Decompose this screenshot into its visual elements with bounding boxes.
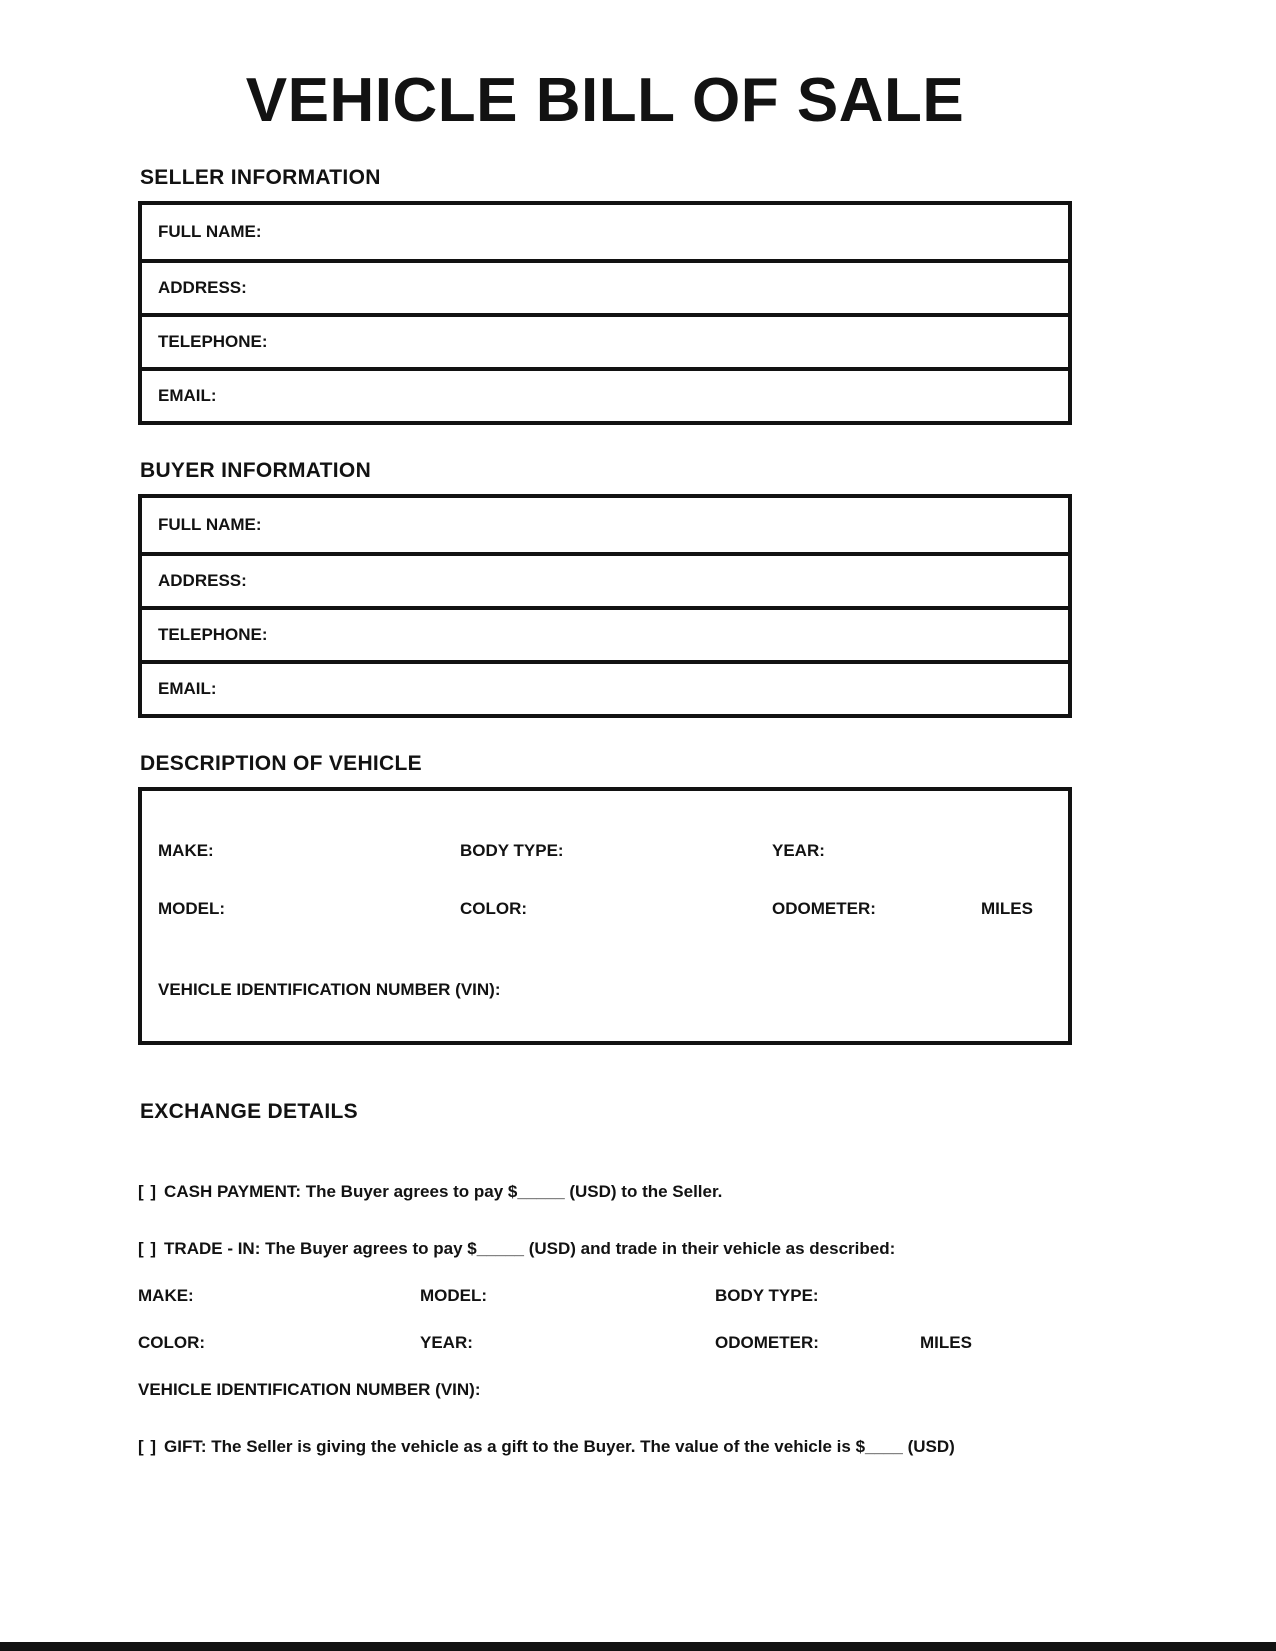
- trade-in-checkbox[interactable]: [ ]: [138, 1239, 158, 1258]
- seller-fields-box: [138, 201, 1072, 425]
- vehicle-make-label[interactable]: MAKE:: [158, 841, 214, 860]
- vehicle-color-label[interactable]: COLOR:: [460, 899, 528, 918]
- trade-in-make-label[interactable]: MAKE:: [138, 1286, 194, 1305]
- vehicle-miles-label: MILES: [981, 899, 1033, 918]
- vehicle-description-box: [138, 787, 1072, 1045]
- page-title: VEHICLE BILL OF SALE: [245, 66, 965, 135]
- vehicle-row-2: [158, 899, 1052, 919]
- vehicle-row-1: [158, 841, 1052, 861]
- trade-in-vin-label: VEHICLE IDENTIFICATION NUMBER (VIN):: [138, 1380, 481, 1399]
- trade-in-vin-field[interactable]: [138, 1380, 1072, 1400]
- buyer-email-label: EMAIL:: [158, 679, 217, 698]
- buyer-full-name-label: FULL NAME:: [158, 515, 262, 534]
- buyer-email-field[interactable]: [142, 660, 1068, 714]
- cash-payment-option: [138, 1182, 1072, 1202]
- trade-in-row-2: [138, 1333, 1072, 1353]
- exchange-section-heading: EXCHANGE DETAILS: [140, 1100, 358, 1123]
- trade-in-text: TRADE - IN: The Buyer agrees to pay $_____ (USD) and trade in their vehicle as described:: [164, 1239, 896, 1258]
- seller-address-label: ADDRESS:: [158, 278, 247, 297]
- gift-option: [138, 1437, 1072, 1457]
- trade-in-model-label[interactable]: MODEL:: [420, 1286, 488, 1305]
- trade-in-body-type-label[interactable]: BODY TYPE:: [715, 1286, 819, 1305]
- gift-checkbox[interactable]: [ ]: [138, 1437, 158, 1456]
- vehicle-vin-field[interactable]: [158, 980, 1052, 1000]
- seller-full-name-field[interactable]: [142, 205, 1068, 259]
- seller-full-name-label: FULL NAME:: [158, 222, 262, 241]
- page-footer-bar: [0, 1642, 1276, 1651]
- trade-in-miles-label: MILES: [920, 1333, 972, 1352]
- buyer-fields-box: [138, 494, 1072, 718]
- gift-text: GIFT: The Seller is giving the vehicle as a gift to the Buyer. The value of the vehicle is $____ (USD): [164, 1437, 955, 1456]
- buyer-address-field[interactable]: [142, 552, 1068, 606]
- buyer-telephone-label: TELEPHONE:: [158, 625, 268, 644]
- vehicle-model-label[interactable]: MODEL:: [158, 899, 226, 918]
- vehicle-odometer-label[interactable]: ODOMETER:: [772, 899, 876, 918]
- trade-in-color-label[interactable]: COLOR:: [138, 1333, 206, 1352]
- seller-section-heading: SELLER INFORMATION: [140, 166, 381, 189]
- buyer-section-heading: BUYER INFORMATION: [140, 459, 372, 482]
- seller-telephone-field[interactable]: [142, 313, 1068, 367]
- seller-email-label: EMAIL:: [158, 386, 217, 405]
- vehicle-year-label[interactable]: YEAR:: [772, 841, 825, 860]
- vehicle-vin-label: VEHICLE IDENTIFICATION NUMBER (VIN):: [158, 980, 501, 999]
- trade-in-odometer-label[interactable]: ODOMETER:: [715, 1333, 819, 1352]
- document-content: [138, 0, 1072, 1457]
- cash-payment-text: CASH PAYMENT: The Buyer agrees to pay $_____ (USD) to the Seller.: [164, 1182, 723, 1201]
- vehicle-section-heading: DESCRIPTION OF VEHICLE: [140, 752, 422, 775]
- seller-email-field[interactable]: [142, 367, 1068, 421]
- trade-in-row-1: [138, 1286, 1072, 1306]
- vehicle-body-type-label[interactable]: BODY TYPE:: [460, 841, 564, 860]
- buyer-address-label: ADDRESS:: [158, 571, 247, 590]
- seller-telephone-label: TELEPHONE:: [158, 332, 268, 351]
- buyer-telephone-field[interactable]: [142, 606, 1068, 660]
- trade-in-option: [138, 1239, 1072, 1259]
- cash-payment-checkbox[interactable]: [ ]: [138, 1182, 158, 1201]
- trade-in-year-label[interactable]: YEAR:: [420, 1333, 473, 1352]
- buyer-full-name-field[interactable]: [142, 498, 1068, 552]
- seller-address-field[interactable]: [142, 259, 1068, 313]
